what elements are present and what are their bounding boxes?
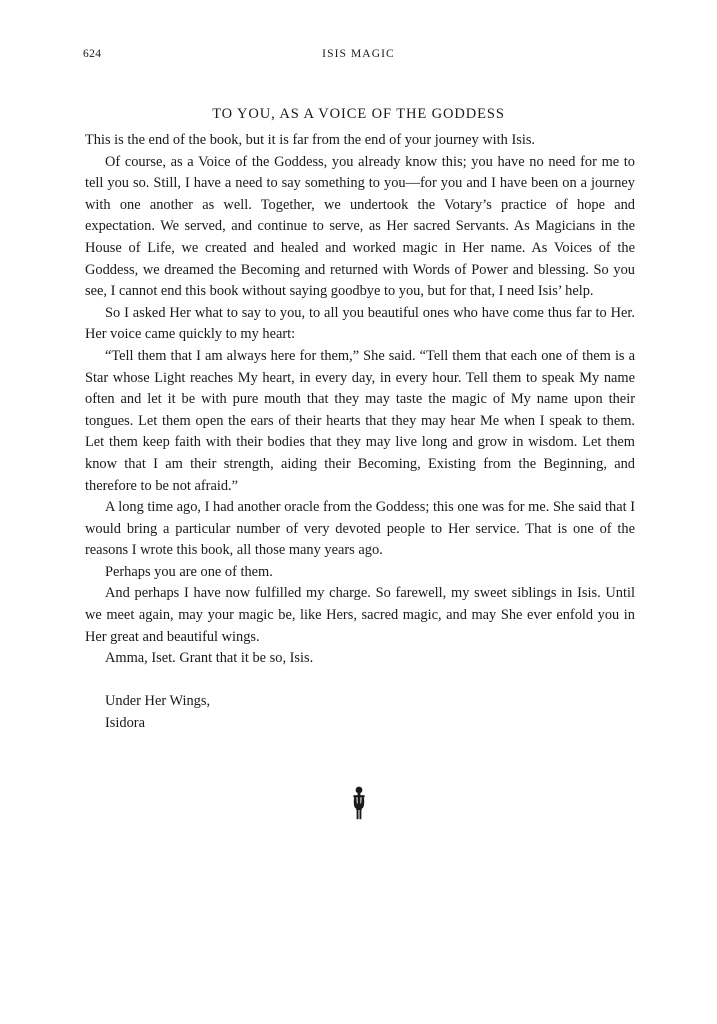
ankh-figure-ornament — [0, 786, 717, 825]
paragraph: Amma, Iset. Grant that it be so, Isis. — [105, 650, 314, 667]
paragraph: A long time ago, I had another oracle from the Goddess; this one was for me. She said that I would bring a particular number of very devoted people to Her service. That is one of the reasons I wrote this book, all those many years ago. — [85, 499, 635, 559]
signature-name: Isidora — [105, 715, 145, 732]
signature-block — [85, 691, 635, 734]
paragraph: Of course, as a Voice of the Goddess, you already know this; you have no need for me to tell you so. Still, I have a need to say something to you—for you and I have been on a journey with one another as well. Together, we undertook the Votary’s practice of hope and expectation. We served, and continue to serve, as Her sacred Servants. As Magicians in the House of Life, we created and healed and worked magic in Her name. As Voices of the Goddess, we dreamed the Becoming and returned with Words of Power and blessing. So you see, I cannot end this book without saying goodbye to you, but for that, I need Isis’ help. — [85, 153, 635, 300]
paragraph: “Tell them that I am always here for them,” She said. “Tell them that each one of them is a Star whose Light reaches My heart, in every day, in every hour. Tell them to speak My name often and let it be with pure mouth that they may taste the magic of My name upon their tongues. Let them open the ears of their hearts that they may hear Me when I speak to them. Let them keep faith with their bodies that they may live long and grow in wisdom. Let them know that I am their strength, aiding their Becoming, Existing from the Beginning, and therefore to be not afraid.” — [85, 347, 635, 494]
body-text — [85, 130, 635, 735]
paragraph: And perhaps I have now fulfilled my charge. So farewell, my sweet siblings in Isis. Until we meet again, may your magic be, like Hers, sacred magic, and may She ever enfold you in Her great and beautiful wings. — [85, 585, 635, 645]
page-number: 624 — [83, 48, 102, 60]
section-title: TO YOU, AS A VOICE OF THE GODDESS — [212, 105, 505, 122]
signature-line: Under Her Wings, — [105, 693, 211, 710]
running-head — [83, 48, 634, 64]
paragraph: Perhaps you are one of them. — [105, 563, 273, 580]
paragraph: So I asked Her what to say to you, to all you beautiful ones who have come thus far to Her. Her voice came quickly to my heart: — [85, 304, 635, 343]
book-title-header: ISIS MAGIC — [322, 48, 395, 60]
paragraph: This is the end of the book, but it is far from the end of your journey with Isis. — [85, 132, 536, 148]
